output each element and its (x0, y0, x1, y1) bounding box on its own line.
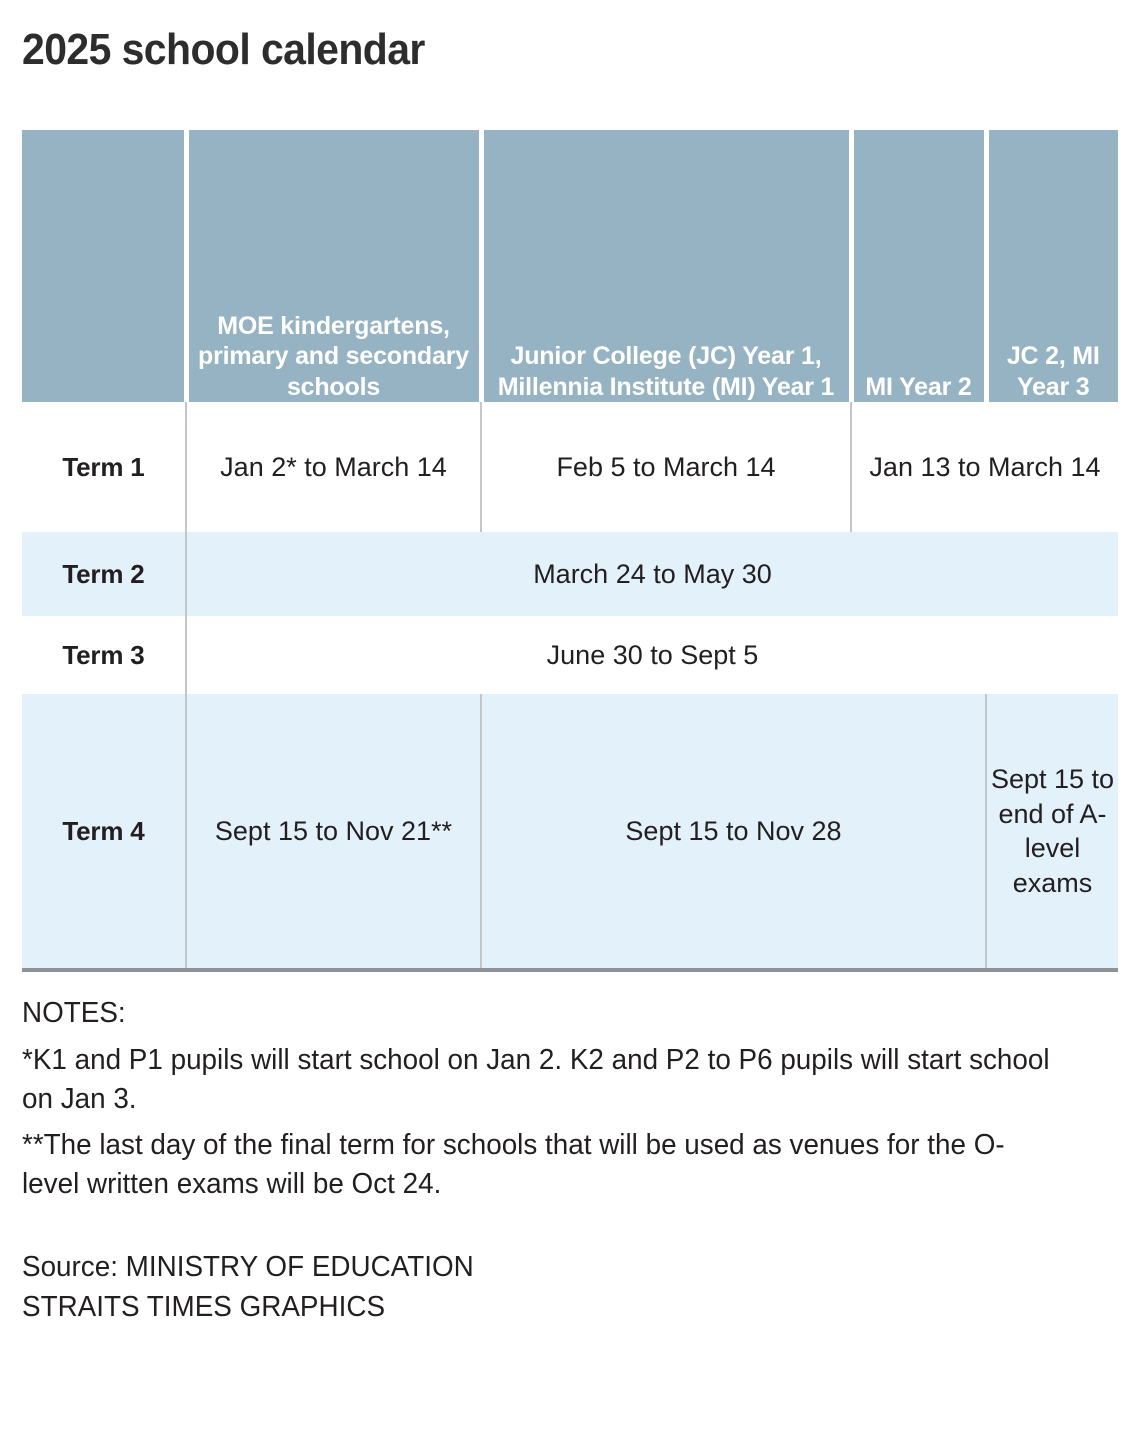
cell-term2-all: March 24 to May 30 (186, 532, 1118, 616)
row-label-term-1: Term 1 (22, 402, 186, 532)
cell-term4-moe: Sept 15 to Nov 21** (186, 694, 481, 968)
table-row-term-4 (22, 694, 1118, 968)
column-header-moe: MOE kindergartens, primary and secondary schools (186, 130, 481, 402)
table-row-term-2 (22, 532, 1118, 616)
row-label-term-2: Term 2 (22, 532, 186, 616)
notes-section (22, 994, 1102, 1203)
note-item-1: *K1 and P1 pupils will start school on Jan 2. K2 and P2 to P6 pupils will start school on Jan 3. (22, 1043, 1050, 1115)
source-section (22, 1247, 1102, 1327)
table-header (22, 130, 1118, 402)
note-item-2: **The last day of the final term for schools that will be used as venues for the O-level written exams will be Oct 24. (22, 1129, 1005, 1200)
column-header-mi-year-2: MI Year 2 (851, 130, 986, 402)
row-label-term-4: Term 4 (22, 694, 186, 968)
cell-term1-jc1: Feb 5 to March 14 (481, 402, 851, 532)
table-row-term-1 (22, 402, 1118, 532)
table-header-row (22, 130, 1118, 402)
cell-term4-jc2: Sept 15 to end of A-level exams (986, 694, 1118, 968)
cell-term4-jc1-mi2: Sept 15 to Nov 28 (481, 694, 986, 968)
source-line-ministry: Source: MINISTRY OF EDUCATION (22, 1251, 474, 1284)
cell-term1-moe: Jan 2* to March 14 (186, 402, 481, 532)
cell-term3-all: June 30 to Sept 5 (186, 616, 1118, 694)
column-header-term (22, 130, 186, 402)
row-label-term-3: Term 3 (22, 616, 186, 694)
table-row-term-3 (22, 616, 1118, 694)
column-header-jc1-mi1: Junior College (JC) Year 1, Millennia Institute (MI) Year 1 (481, 130, 851, 402)
notes-heading: NOTES: (22, 997, 126, 1030)
table-bottom-rule (22, 968, 1118, 972)
table-body (22, 402, 1118, 968)
source-line-graphics: STRAITS TIMES GRAPHICS (22, 1291, 386, 1324)
cell-term1-mi2-jc2: Jan 13 to March 14 (851, 402, 1118, 532)
school-calendar-table (22, 130, 1118, 968)
page-title: 2025 school calendar (22, 25, 425, 74)
column-header-jc2-mi-year-3: JC 2, MI Year 3 (986, 130, 1118, 402)
school-calendar-table-wrapper (22, 130, 1118, 972)
